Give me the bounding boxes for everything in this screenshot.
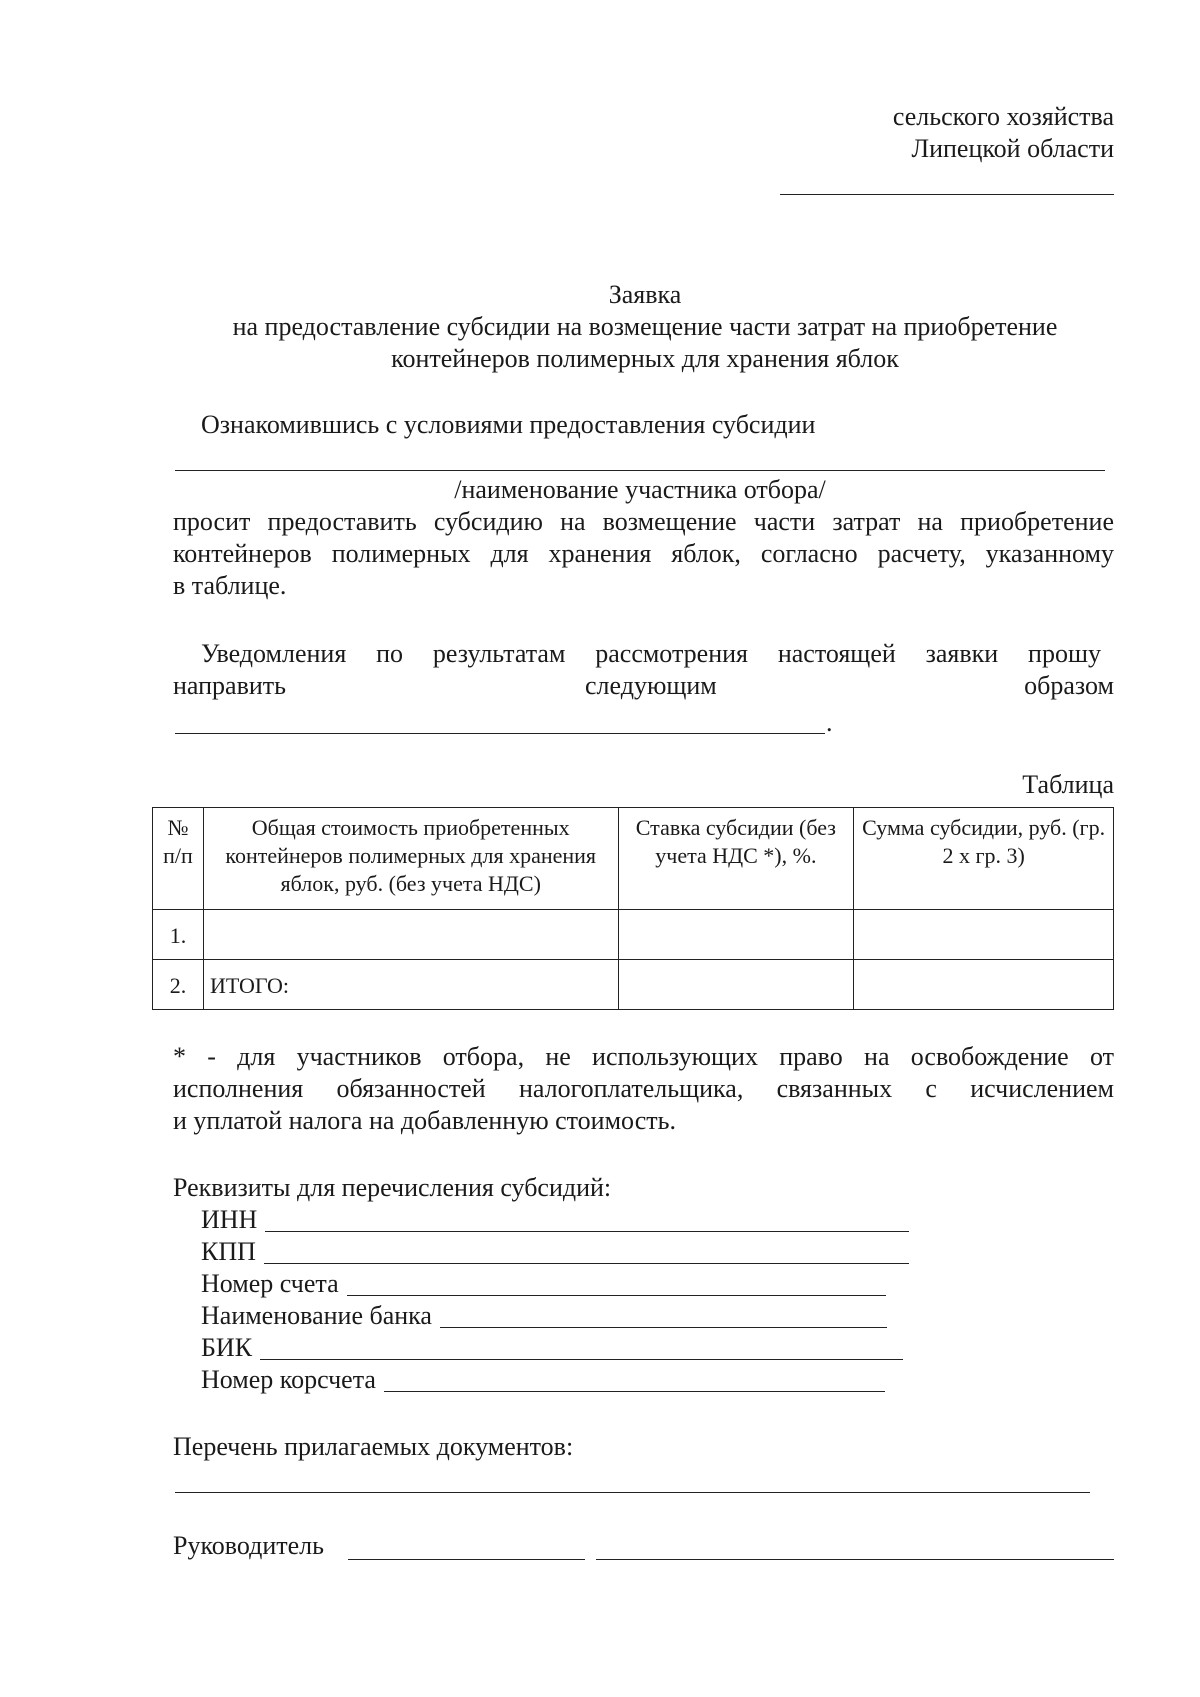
request-line-3: в таблице. xyxy=(173,571,287,600)
intro-text: Ознакомившись с условиями предоставления субсидии xyxy=(201,410,816,439)
bank-name-label: Наименование банка xyxy=(201,1301,432,1330)
table-row xyxy=(153,910,1114,960)
participant-name-blank[interactable] xyxy=(175,470,1105,471)
account-number-row xyxy=(201,1268,886,1300)
documents-title: Перечень прилагаемых документов: xyxy=(173,1432,574,1461)
corr-account-label: Номер корсчета xyxy=(201,1365,376,1394)
corr-account-row xyxy=(201,1364,885,1396)
header-number: № п/п xyxy=(153,808,204,910)
header-total-cost: Общая стоимость приобретенных контейнеров полимерных для хранения яблок, руб. (без учета НДС) xyxy=(203,808,618,910)
table-caption: Таблица xyxy=(1022,770,1114,799)
addressee-name-blank[interactable] xyxy=(780,194,1114,195)
row-rate-cell[interactable] xyxy=(618,910,854,960)
footnote-line-2: исполнения обязанностей налогоплательщика, связанных с исчислением xyxy=(173,1074,1114,1103)
account-number-blank[interactable] xyxy=(347,1295,886,1296)
inn-row xyxy=(201,1204,909,1236)
title-line-1: Заявка xyxy=(608,280,682,309)
corr-account-blank[interactable] xyxy=(384,1391,885,1392)
participant-caption: /наименование участника отбора/ xyxy=(454,475,826,504)
table-row-total xyxy=(153,960,1114,1010)
row-sum-cell[interactable] xyxy=(854,960,1114,1010)
notification-line-1: Уведомления по результатам рассмотрения настоящей заявки прошу xyxy=(201,639,1101,668)
header-subsidy-rate: Ставка субсидии (без учета НДС *), %. xyxy=(618,808,854,910)
notification-end-punct: . xyxy=(826,708,833,737)
bank-name-row xyxy=(201,1300,887,1332)
notification-method-blank[interactable] xyxy=(175,733,825,734)
notification-word-3: образом xyxy=(1024,671,1114,700)
account-number-label: Номер счета xyxy=(201,1269,339,1298)
title-line-3: контейнеров полимерных для хранения яблок xyxy=(391,344,899,373)
signature-label: Руководитель xyxy=(173,1531,324,1560)
signatory-name-blank[interactable] xyxy=(596,1559,1114,1560)
header-subsidy-sum: Сумма субсидии, руб. (гр. 2 х гр. 3) xyxy=(854,808,1114,910)
notification-word-2: следующим xyxy=(585,671,717,700)
addressee-line-2: Липецкой области xyxy=(911,134,1114,163)
notification-word-1: направить xyxy=(173,671,286,700)
row-number: 2. xyxy=(153,960,204,1010)
request-line-2: контейнеров полимерных для хранения яблок, согласно расчету, указанному xyxy=(173,539,1114,568)
kpp-row xyxy=(201,1236,909,1268)
row-sum-cell[interactable] xyxy=(854,910,1114,960)
bik-blank[interactable] xyxy=(260,1359,903,1360)
row-rate-cell[interactable] xyxy=(618,960,854,1010)
row-total-label: ИТОГО: xyxy=(203,960,618,1010)
footnote-line-1: * - для участников отбора, не использующих право на освобождение от xyxy=(173,1042,1114,1071)
documents-list-blank[interactable] xyxy=(175,1492,1090,1493)
kpp-label: КПП xyxy=(201,1237,256,1266)
signature-blank[interactable] xyxy=(348,1559,585,1560)
subsidy-calculation-table xyxy=(152,807,1114,1010)
footnote-line-3: и уплатой налога на добавленную стоимость. xyxy=(173,1106,676,1135)
title-line-2: на предоставление субсидии на возмещение части затрат на приобретение xyxy=(232,312,1058,341)
requisites-title: Реквизиты для перечисления субсидий: xyxy=(173,1173,612,1202)
request-line-1: просит предоставить субсидию на возмещение части затрат на приобретение xyxy=(173,507,1114,536)
bik-label: БИК xyxy=(201,1333,253,1362)
inn-blank[interactable] xyxy=(265,1231,909,1232)
row-number: 1. xyxy=(153,910,204,960)
addressee-line-1: сельского хозяйства xyxy=(892,102,1114,131)
table-header-row xyxy=(153,808,1114,910)
row-total-cost-cell[interactable] xyxy=(203,910,618,960)
kpp-blank[interactable] xyxy=(264,1263,909,1264)
bank-name-blank[interactable] xyxy=(440,1327,887,1328)
bik-row xyxy=(201,1332,903,1364)
inn-label: ИНН xyxy=(201,1205,258,1234)
